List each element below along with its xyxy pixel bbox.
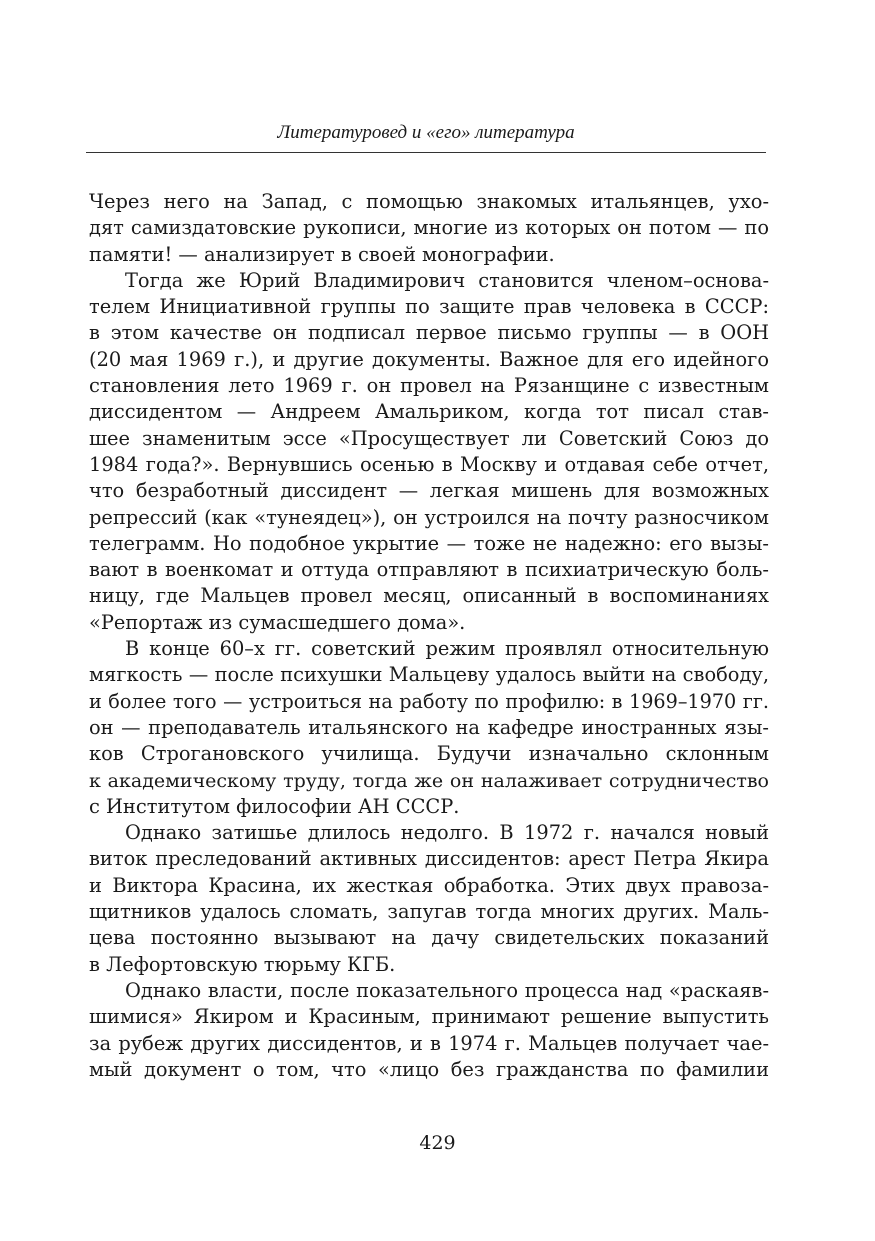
text-line: шимися» Якиром и Красиным, принимают решение выпустить — [89, 1005, 769, 1029]
text-line: виток преследований активных диссидентов: арест Петра Якира — [89, 847, 769, 871]
text-line: что безработный диссидент — легкая мишень для возможных — [89, 479, 769, 503]
text-line: цева постоянно вызывают на дачу свидетельских показаний — [89, 926, 769, 950]
page-number: 429 — [419, 1132, 456, 1154]
text-line: Однако затишье длилось недолго. В 1972 г. начался новый — [125, 821, 769, 845]
text-line: шее знаменитым эссе «Просуществует ли Советский Союз до — [89, 426, 769, 450]
text-line: за рубеж других диссидентов, и в 1974 г. Мальцев получает чае- — [89, 1031, 769, 1055]
text-line: вают в военкомат и оттуда отправляют в психиатрическую боль- — [89, 558, 769, 582]
text-line: в Лефортовскую тюрьму КГБ. — [89, 952, 396, 976]
text-line: памяти! — анализирует в своей монографии. — [89, 242, 555, 266]
text-line: ков Строгановского училища. Будучи изначально склонным — [89, 742, 769, 766]
text-line: становления лето 1969 г. он провел на Рязанщине с известным — [89, 374, 769, 398]
header-rule — [86, 152, 766, 153]
text-line: Тогда же Юрий Владимирович становится членом–основа- — [125, 268, 769, 292]
text-line: и Виктора Красина, их жесткая обработка. Этих двух правоза- — [89, 873, 769, 897]
text-line: в этом качестве он подписал первое письмо группы — в ООН — [89, 321, 769, 345]
text-line: с Институтом философии АН СССР. — [89, 794, 460, 818]
text-line: ницу, где Мальцев провел месяц, описанный в воспоминаниях — [89, 584, 769, 608]
text-line: к академическому труду, тогда же он налаживает сотрудничество — [89, 769, 769, 792]
text-line: Однако власти, после показательного процесса над «раскаяв- — [125, 978, 769, 1002]
text-line: телем Инициативной группы по защите прав человека в СССР: — [89, 295, 769, 319]
text-line: он — преподаватель итальянского на кафедре иностранных язы- — [89, 715, 769, 739]
running-head: Литературовед и «его» литература — [277, 122, 575, 143]
text-line: и более того — устроиться на работу по профилю: в 1969–1970 гг. — [89, 689, 769, 713]
text-line: дят самиздатовские рукописи, многие из которых он потом — по — [89, 216, 769, 240]
text-line: диссидентом — Андреем Амальриком, когда тот писал став- — [89, 400, 769, 424]
text-line: мягкость — после психушки Мальцеву удалось выйти на свободу, — [89, 663, 769, 687]
text-line: В конце 60–х гг. советский режим проявлял относительную — [125, 637, 769, 661]
text-line: мый документ о том, что «лицо без гражданства по фамилии — [89, 1057, 769, 1081]
text-line: «Репортаж из сумасшедшего дома». — [89, 610, 466, 634]
text-line: 1984 года?». Вернувшись осенью в Москву и отдавая себе отчет, — [89, 452, 769, 476]
text-line: репрессий (как «тунеядец»), он устроился на почту разносчиком — [89, 505, 769, 529]
text-line: телеграмм. Но подобное укрытие — тоже не надежно: его вызы- — [89, 531, 769, 555]
text-line: Через него на Запад, с помощью знакомых итальянцев, ухо- — [89, 190, 769, 213]
body-text — [89, 189, 769, 1083]
text-line: (20 мая 1969 г.), и другие документы. Важное для его идейного — [89, 347, 769, 371]
text-line: щитников удалось сломать, запугав тогда многих других. Маль- — [89, 900, 769, 924]
